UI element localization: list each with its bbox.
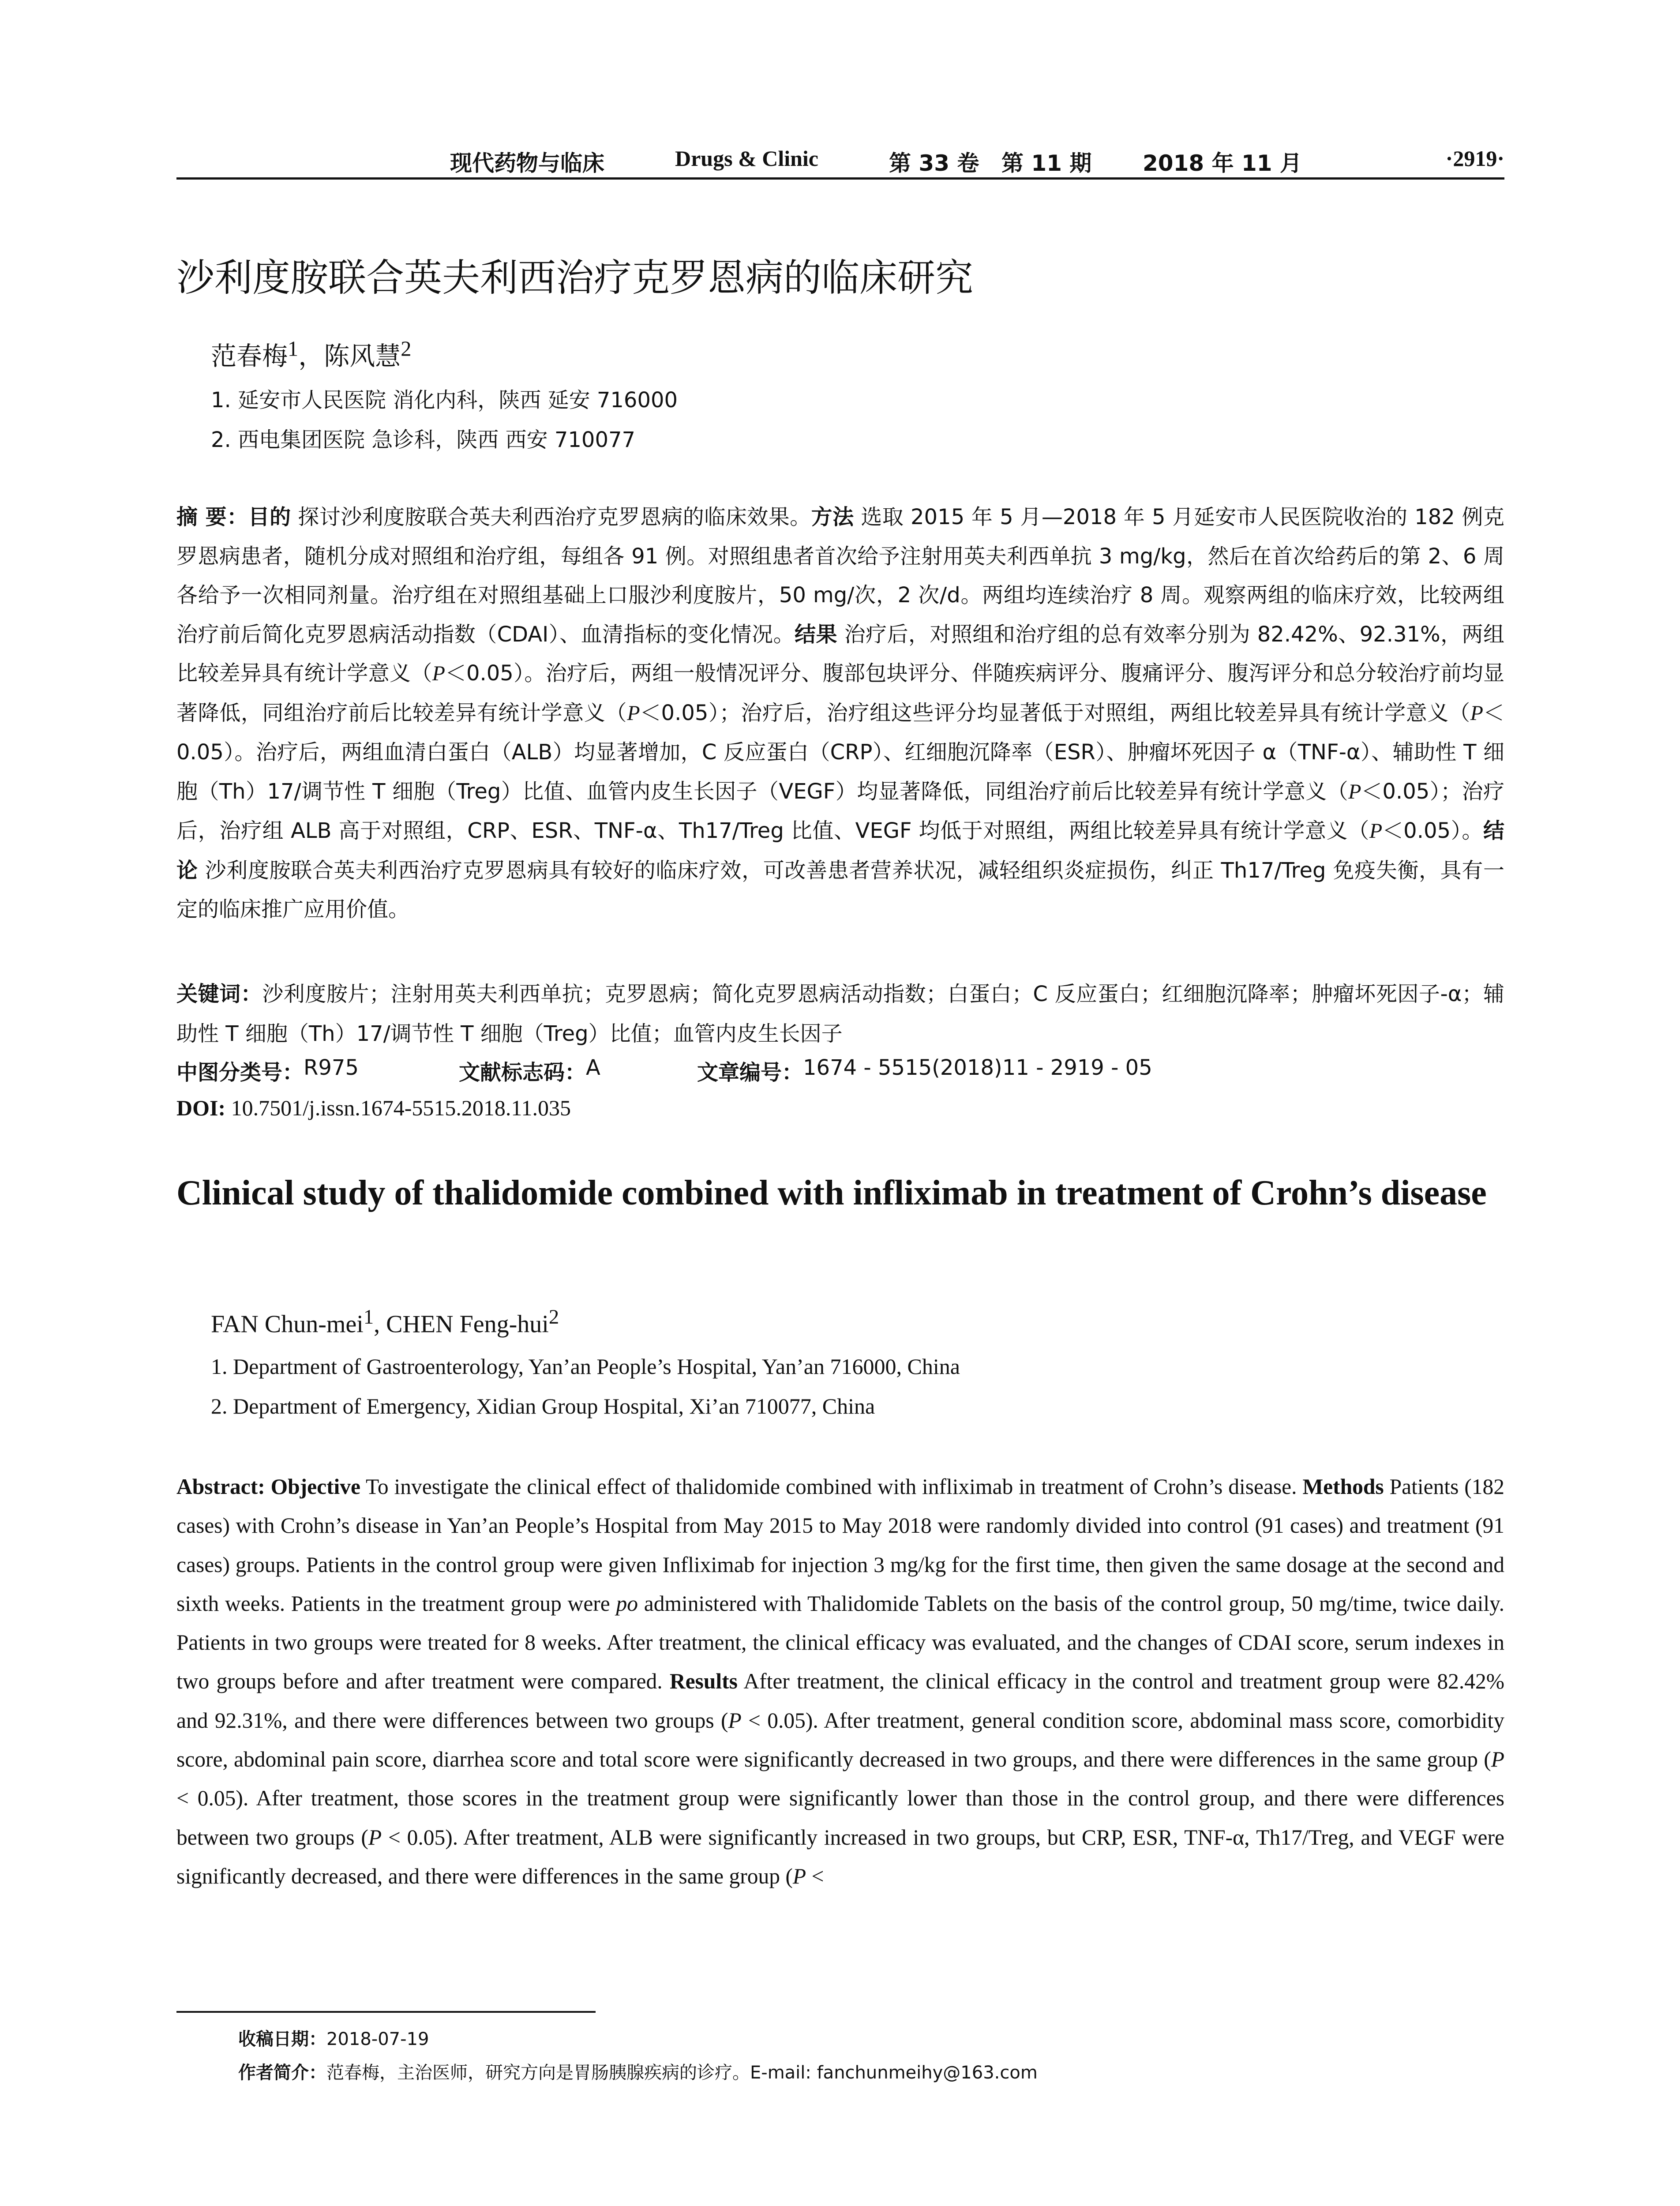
footnote-author bbox=[238, 2059, 1038, 2084]
journal-name-cn: 现代药物与临床 bbox=[450, 150, 604, 176]
doi-line bbox=[176, 1095, 571, 1121]
running-header bbox=[176, 138, 1504, 177]
author-1-en-affil-mark: 1 bbox=[363, 1306, 374, 1328]
p-symbol: P bbox=[627, 701, 640, 725]
footnote-received bbox=[238, 2025, 429, 2050]
title-chinese: 沙利度胺联合英夫利西治疗克罗恩病的临床研究 bbox=[176, 256, 973, 300]
author-2-en-affil-mark: 2 bbox=[548, 1306, 559, 1328]
abstract-en-label: Abstract: bbox=[176, 1474, 265, 1499]
results-cn-text-3: ＜0.05）；治疗后，治疗组这些评分均显著低于对照组，两组比较差异具有统计学意义（ bbox=[640, 700, 1470, 725]
methods-en-label: Methods bbox=[1302, 1474, 1384, 1499]
results-cn-label: 结果 bbox=[795, 622, 837, 647]
results-cn-text-6: ＜0.05）。 bbox=[1382, 818, 1483, 843]
po-term: po bbox=[616, 1591, 638, 1616]
keywords-chinese bbox=[176, 974, 1504, 1054]
received-date: 2018-07-19 bbox=[326, 2029, 429, 2049]
abstract-english bbox=[176, 1467, 1504, 1896]
objective-cn-text: 探讨沙利度胺联合英夫利西治疗克罗恩病的临床效果。 bbox=[291, 505, 811, 529]
document-code bbox=[459, 1055, 600, 1086]
keywords-cn-label: 关键词： bbox=[176, 982, 262, 1006]
journal-volume: 第 33 卷 bbox=[889, 150, 979, 176]
results-en-text-1: After treatment, the clinical efficacy in the control and treatment group were 82.42% and 92.31%, and there were differences between two groups ( bbox=[176, 1669, 1505, 1733]
page-number: ·2919· bbox=[1445, 146, 1504, 171]
results-en-text-3: < 0.05). After treatment, those scores in the treatment group were significantly lower than those in the control group, and there were differences between two groups ( bbox=[176, 1786, 1504, 1850]
keywords-cn-text: 沙利度胺片；注射用英夫利西单抗；克罗恩病；简化克罗恩病活动指数；白蛋白；C 反应蛋白；红细胞沉降率；肿瘤坏死因子-α；辅助性 T 细胞（Th）17/调节性 T 细胞（Treg）比值；血管内皮生长因子 bbox=[176, 982, 1504, 1046]
clc-label: 中图分类号： bbox=[176, 1060, 304, 1085]
p-symbol: P bbox=[432, 662, 445, 685]
p-symbol: P bbox=[1470, 701, 1483, 725]
art-label: 文章编号： bbox=[697, 1060, 803, 1085]
author-bio-label: 作者简介： bbox=[238, 2063, 326, 2083]
clc-number bbox=[176, 1055, 359, 1086]
affiliation-en-1: 1. Department of Gastroenterology, Yan’an People’s Hospital, Yan’an 716000, China bbox=[211, 1354, 960, 1379]
p-symbol: P bbox=[1348, 780, 1361, 803]
author-2-en: CHEN Feng-hui bbox=[386, 1310, 549, 1338]
objective-en-text: To investigate the clinical effect of thalidomide combined with infliximab in treatment of Crohn’s disease. bbox=[360, 1474, 1297, 1499]
p-symbol: P bbox=[1369, 819, 1383, 843]
methods-en-text-2: administered with Thalidomide Tablets on the basis of the control group, 50 mg/time, twice daily. Patients in two groups were treated for 8 weeks. After treatment, the clinical efficacy was evaluated, and the changes of CDAI score, serum indexes in two groups before and after treatment were compared. bbox=[176, 1591, 1504, 1694]
journal-name-en: Drugs & Clinic bbox=[675, 146, 818, 171]
results-cn-text-2: ＜0.05）。治疗后，两组一般情况评分、腹部包块评分、伴随疾病评分、腹痛评分、腹泻评分和总分较治疗前均显著降低，同组治疗前后比较差异有统计学意义（ bbox=[176, 661, 1504, 725]
conclusion-cn-text: 沙利度胺联合英夫利西治疗克罗恩病具有较好的临床疗效，可改善患者营养状况，减轻组织炎症损伤，纠正 Th17/Treg 免疫失衡，具有一定的临床推广应用价值。 bbox=[176, 858, 1504, 922]
doc-label: 文献标志码： bbox=[459, 1060, 586, 1085]
header-rule bbox=[176, 177, 1504, 180]
results-en-text-4: < 0.05). After treatment, ALB were significantly increased in two groups, but CRP, ESR, TNF-α, Th17/Treg, and VEGF were significantly decreased, and there were differences in the same group ( bbox=[176, 1825, 1504, 1888]
methods-cn-label: 方法 bbox=[811, 505, 854, 529]
author-bio-text: 范春梅，主治医师，研究方向是胃肠胰腺疾病的诊疗。E-mail: fanchunmeihy@163.com bbox=[326, 2063, 1038, 2083]
affiliation-en-2: 2. Department of Emergency, Xidian Group Hospital, Xi’an 710077, China bbox=[211, 1394, 875, 1418]
affiliation-cn-2: 2. 西电集团医院 急诊科，陕西 西安 710077 bbox=[211, 428, 636, 452]
received-label: 收稿日期： bbox=[238, 2029, 326, 2049]
methods-cn-text: 选取 2015 年 5 月—2018 年 5 月延安市人民医院收治的 182 例克罗恩病患者，随机分成对照组和治疗组，每组各 91 例。对照组患者首次给予注射用英夫利西单抗 3 mg/kg，然后在首次给药后的第 2、6 周各给予一次相同剂量。治疗组在对照组基础上口服沙利度胺片，50 mg/次，2 次/d。两组均连续治疗 8 周。观察两组的临床疗效，比较两组治疗前后简化克罗恩病活动指数（CDAI）、血清指标的变化情况。 bbox=[176, 505, 1504, 647]
p-symbol: P bbox=[368, 1825, 382, 1850]
author-1-cn: 范春梅 bbox=[211, 341, 288, 371]
results-cn-text-4: ＜0.05）。治疗后，两组血清白蛋白（ALB）均显著增加，C 反应蛋白（CRP）、红细胞沉降率（ESR）、肿瘤坏死因子 α（TNF-α）、辅助性 T 细胞（Th）17/调节性 T 细胞（Treg）比值、血管内皮生长因子（VEGF）均显著降低，同组治疗前后比较差异有统计学意义（ bbox=[176, 700, 1504, 804]
affiliation-cn-1: 1. 延安市人民医院 消化内科，陕西 延安 716000 bbox=[211, 388, 678, 413]
p-symbol: P bbox=[792, 1864, 806, 1888]
doi-label: DOI: bbox=[176, 1095, 226, 1120]
results-cn-text-1: 治疗后，对照组和治疗组的总有效率分别为 82.42%、92.31%，两组比较差异具有统计学意义（ bbox=[176, 622, 1504, 686]
author-2-cn-affil-mark: 2 bbox=[401, 337, 412, 361]
doc-value: A bbox=[586, 1055, 600, 1080]
conclusion-cn-label: 结论 bbox=[176, 818, 1504, 883]
p-symbol: P bbox=[728, 1708, 742, 1733]
title-english: Clinical study of thalidomide combined with infliximab in treatment of Crohn’s disease bbox=[176, 1174, 1487, 1212]
author-separator-en: , bbox=[374, 1310, 386, 1338]
authors-english bbox=[211, 1305, 559, 1339]
abstract-chinese bbox=[176, 498, 1504, 929]
article-number bbox=[697, 1055, 1152, 1086]
journal-date: 2018 年 11 月 bbox=[1143, 150, 1302, 176]
p-symbol: P bbox=[1491, 1747, 1504, 1772]
results-cn-text-5: ＜0.05）；治疗后，治疗组 ALB 高于对照组，CRP、ESR、TNF-α、Th17/Treg 比值、VEGF 均低于对照组，两组比较差异具有统计学意义（ bbox=[176, 779, 1504, 843]
results-en-label: Results bbox=[669, 1669, 738, 1694]
objective-en-label: Objective bbox=[270, 1474, 361, 1499]
art-value: 1674 - 5515(2018)11 - 2919 - 05 bbox=[803, 1055, 1152, 1080]
author-separator-cn: ， bbox=[298, 341, 324, 371]
journal-issue: 第 11 期 bbox=[1001, 150, 1092, 176]
author-2-cn: 陈风慧 bbox=[324, 341, 401, 371]
author-1-en: FAN Chun-mei bbox=[211, 1310, 364, 1338]
clc-value: R975 bbox=[304, 1055, 359, 1080]
abstract-cn-label: 摘 要： bbox=[176, 505, 248, 529]
methods-en-text-1: Patients (182 cases) with Crohn’s disease in Yan’an People’s Hospital from May 2015 to May 2018 were randomly divided into control (91 cases) and treatment (91 cases) groups. Patients in the control group were given Infliximab for injection 3 mg/kg for the first time, then given the same dosage at the second and sixth weeks. Patients in the treatment group were bbox=[176, 1474, 1505, 1616]
objective-cn-label: 目的 bbox=[248, 505, 291, 529]
authors-chinese bbox=[211, 335, 411, 372]
footnote-rule bbox=[176, 2011, 596, 2013]
doi-value: 10.7501/j.issn.1674-5515.2018.11.035 bbox=[225, 1095, 571, 1120]
results-en-text-5: < bbox=[806, 1864, 824, 1888]
results-en-text-2: < 0.05). After treatment, general condition score, abdominal mass score, comorbidity score, abdominal pain score, diarrhea score and total score were significantly decreased in two groups, and there were differences in the same group ( bbox=[176, 1708, 1505, 1772]
author-1-cn-affil-mark: 1 bbox=[288, 337, 299, 361]
